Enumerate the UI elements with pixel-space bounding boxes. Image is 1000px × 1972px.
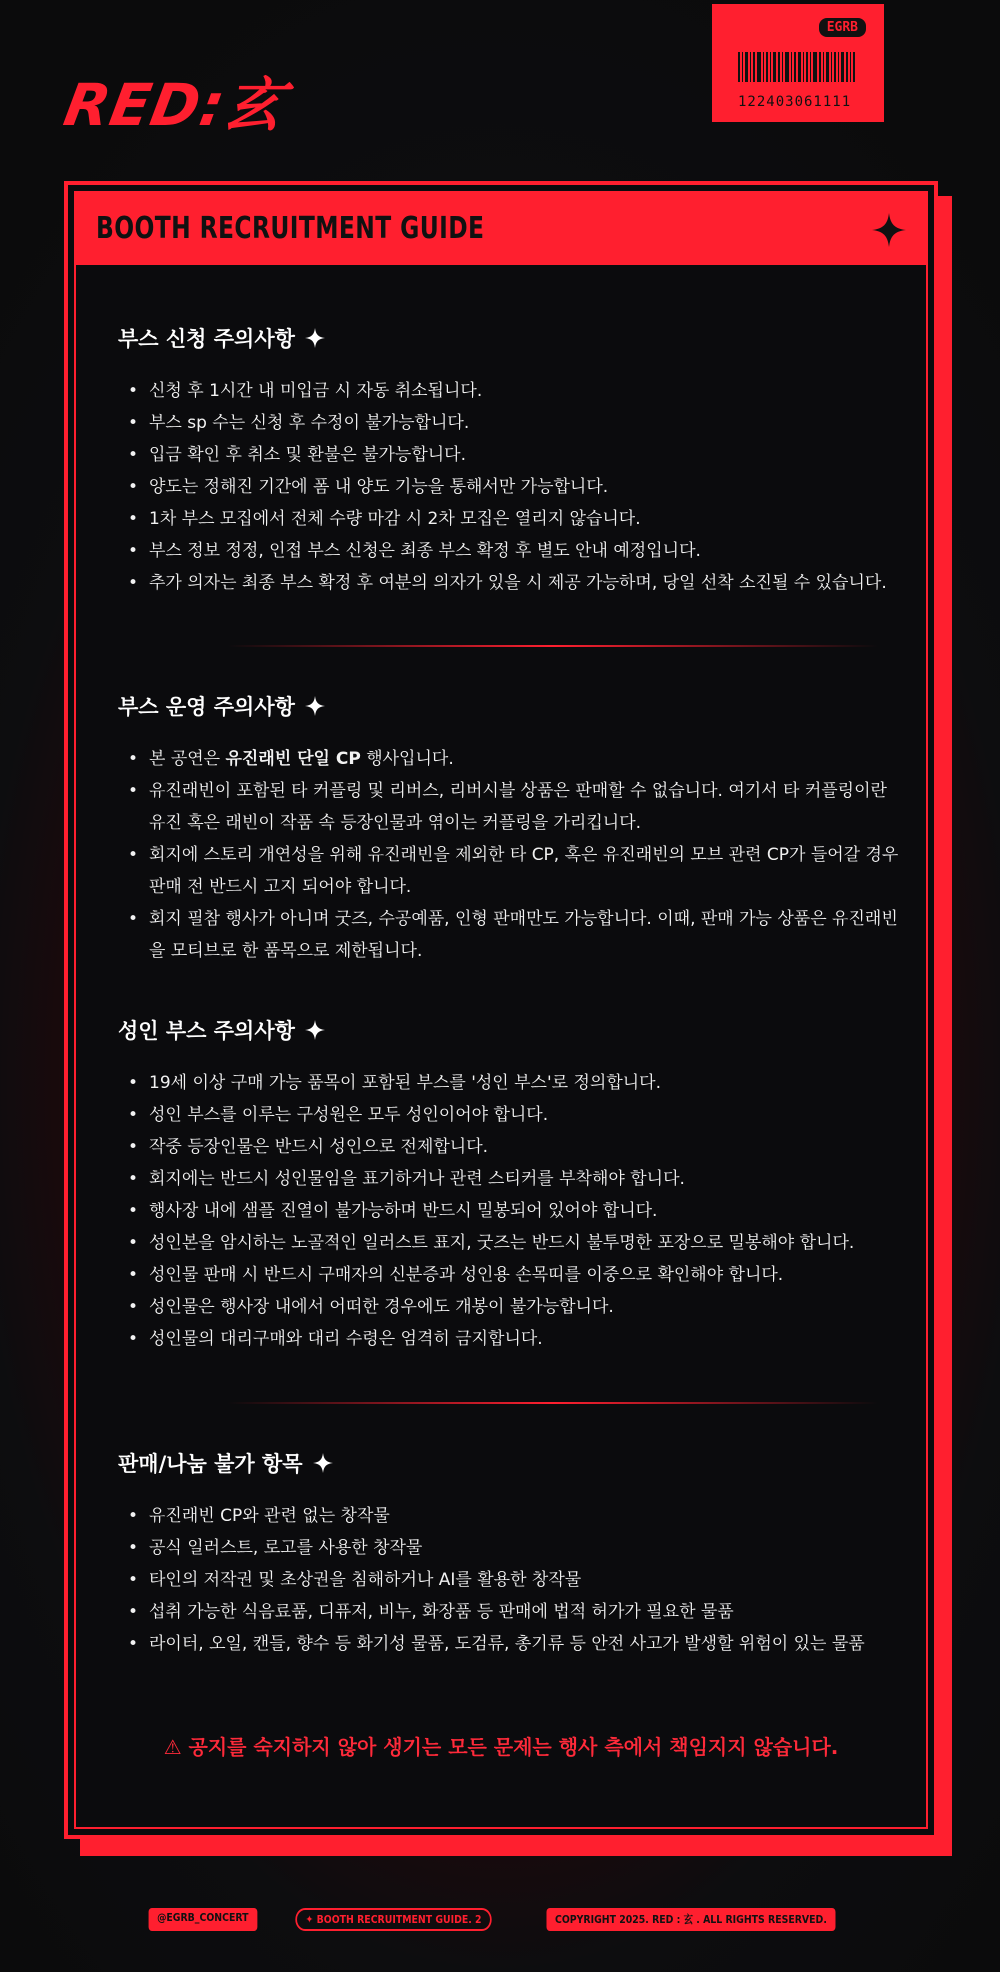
list-item: • 성인본을 암시하는 노골적인 일러스트 표지, 굿즈는 반드시 불투명한 포장으로 밀봉해야 합니다. [118, 1227, 908, 1259]
section-title [118, 691, 908, 721]
list-item: • 성인물의 대리구매와 대리 수령은 엄격히 금지합니다. [118, 1323, 908, 1355]
section-title-text: 부스 운영 주의사항 [118, 695, 295, 719]
item-emphasis: 유진래빈 단일 CP [225, 749, 361, 769]
list-item: • 추가 의자는 최종 부스 확정 후 여분의 의자가 있을 시 제공 가능하며, 당일 선착 소진될 수 있습니다. [118, 567, 908, 599]
sparkle-icon [313, 1453, 333, 1473]
sparkle-icon [305, 1020, 325, 1040]
list-item: • 회지 필참 행사가 아니며 굿즈, 수공예품, 인형 판매만도 가능합니다. 이때, 판매 가능 상품은 유진래빈을 모티브로 한 품목으로 제한됩니다. [118, 903, 908, 967]
list-item: • 회지에는 반드시 성인물임을 표기하거나 관련 스티커를 부착해야 합니다. [118, 1163, 908, 1195]
section-operation [118, 691, 908, 967]
footer [0, 1908, 1000, 1931]
sparkle-icon [872, 213, 906, 247]
list-item: • 부스 정보 정정, 인접 부스 신청은 최종 부스 확정 후 별도 안내 예정입니다. [118, 535, 908, 567]
section-adult [118, 1015, 908, 1355]
section-title-text: 부스 신청 주의사항 [118, 327, 295, 351]
list-item: • 작중 등장인물은 반드시 성인으로 전제합니다. [118, 1131, 908, 1163]
footer-guide-tag: ✦ BOOTH RECRUITMENT GUIDE. 2 [296, 1908, 492, 1931]
list-item: • 입금 확인 후 취소 및 환불은 불가능합니다. [118, 439, 908, 471]
list-item: • 섭취 가능한 식음료품, 디퓨저, 비누, 화장품 등 판매에 법적 허가가 필요한 물품 [118, 1596, 908, 1628]
list-item: • 라이터, 오일, 캔들, 향수 등 화기성 물품, 도검류, 총기류 등 안전 사고가 발생할 위험이 있는 물품 [118, 1628, 908, 1660]
guide-panel [64, 181, 938, 1839]
footer-copyright: COPYRIGHT 2025. RED : 玄 . ALL RIGHTS RESERVED. [547, 1908, 836, 1931]
list-item: • 유진래빈 CP와 관련 없는 창작물 [118, 1500, 908, 1532]
list-item: • 회지에 스토리 개연성을 위해 유진래빈을 제외한 타 CP, 혹은 유진래빈의 모브 관련 CP가 들어갈 경우 판매 전 반드시 고지 되어야 합니다. [118, 839, 908, 903]
list-item: • 타인의 저작권 및 초상권을 침해하거나 AI를 활용한 창작물 [118, 1564, 908, 1596]
list-item: • 부스 sp 수는 신청 후 수정이 불가능합니다. [118, 407, 908, 439]
brand-logo: RED:玄 [59, 71, 290, 139]
rule-list [118, 375, 908, 599]
sparkle-icon [305, 328, 325, 348]
item-text: 행사입니다. [360, 749, 454, 769]
ticket-code: 122403061111 [738, 94, 852, 110]
section-divider [228, 645, 878, 647]
list-item [118, 743, 908, 775]
ticket-badge [712, 4, 884, 122]
section-title-text: 판매/나눔 불가 항목 [118, 1452, 303, 1476]
sparkle-icon [305, 696, 325, 716]
section-divider [228, 1402, 878, 1404]
list-item: • 1차 부스 모집에서 전체 수량 마감 시 2차 모집은 열리지 않습니다. [118, 503, 908, 535]
footer-handle[interactable]: @EGRB_CONCERT [148, 1908, 256, 1931]
list-item: • 양도는 정해진 기간에 폼 내 양도 기능을 통해서만 가능합니다. [118, 471, 908, 503]
ticket-tag: EGRB [819, 18, 866, 37]
list-item: • 19세 이상 구매 가능 품목이 포함된 부스를 '성인 부스'로 정의합니다. [118, 1067, 908, 1099]
list-item: • 신청 후 1시간 내 미입금 시 자동 취소됩니다. [118, 375, 908, 407]
rule-list [118, 1067, 908, 1355]
section-title [118, 323, 908, 353]
list-item: • 성인 부스를 이루는 구성원은 모두 성인이어야 합니다. [118, 1099, 908, 1131]
rule-list [118, 743, 908, 967]
list-item: • 공식 일러스트, 로고를 사용한 창작물 [118, 1532, 908, 1564]
section-application [118, 323, 908, 599]
list-item: • 성인물은 행사장 내에서 어떠한 경우에도 개봉이 불가능합니다. [118, 1291, 908, 1323]
barcode-icon [738, 52, 866, 82]
section-prohibited [118, 1448, 908, 1660]
guide-header [76, 193, 926, 265]
rule-list [118, 1500, 908, 1660]
list-item: • 성인물 판매 시 반드시 구매자의 신분증과 성인용 손목띠를 이중으로 확인해야 합니다. [118, 1259, 908, 1291]
list-item: • 유진래빈이 포함된 타 커플링 및 리버스, 리버시블 상품은 판매할 수 없습니다. 여기서 타 커플링이란 유진 혹은 래빈이 작품 속 등장인물과 엮이는 커플링을 가리킵니다. [118, 775, 908, 839]
section-title [118, 1015, 908, 1045]
liability-warning: ⚠ 공지를 숙지하지 않아 생기는 모든 문제는 행사 측에서 책임지지 않습니다. [163, 1735, 839, 1759]
section-title [118, 1448, 908, 1478]
guide-title: BOOTH RECRUITMENT GUIDE [96, 211, 485, 246]
section-title-text: 성인 부스 주의사항 [118, 1019, 295, 1043]
item-text: 본 공연은 [149, 749, 226, 769]
list-item: • 행사장 내에 샘플 진열이 불가능하며 반드시 밀봉되어 있어야 합니다. [118, 1195, 908, 1227]
